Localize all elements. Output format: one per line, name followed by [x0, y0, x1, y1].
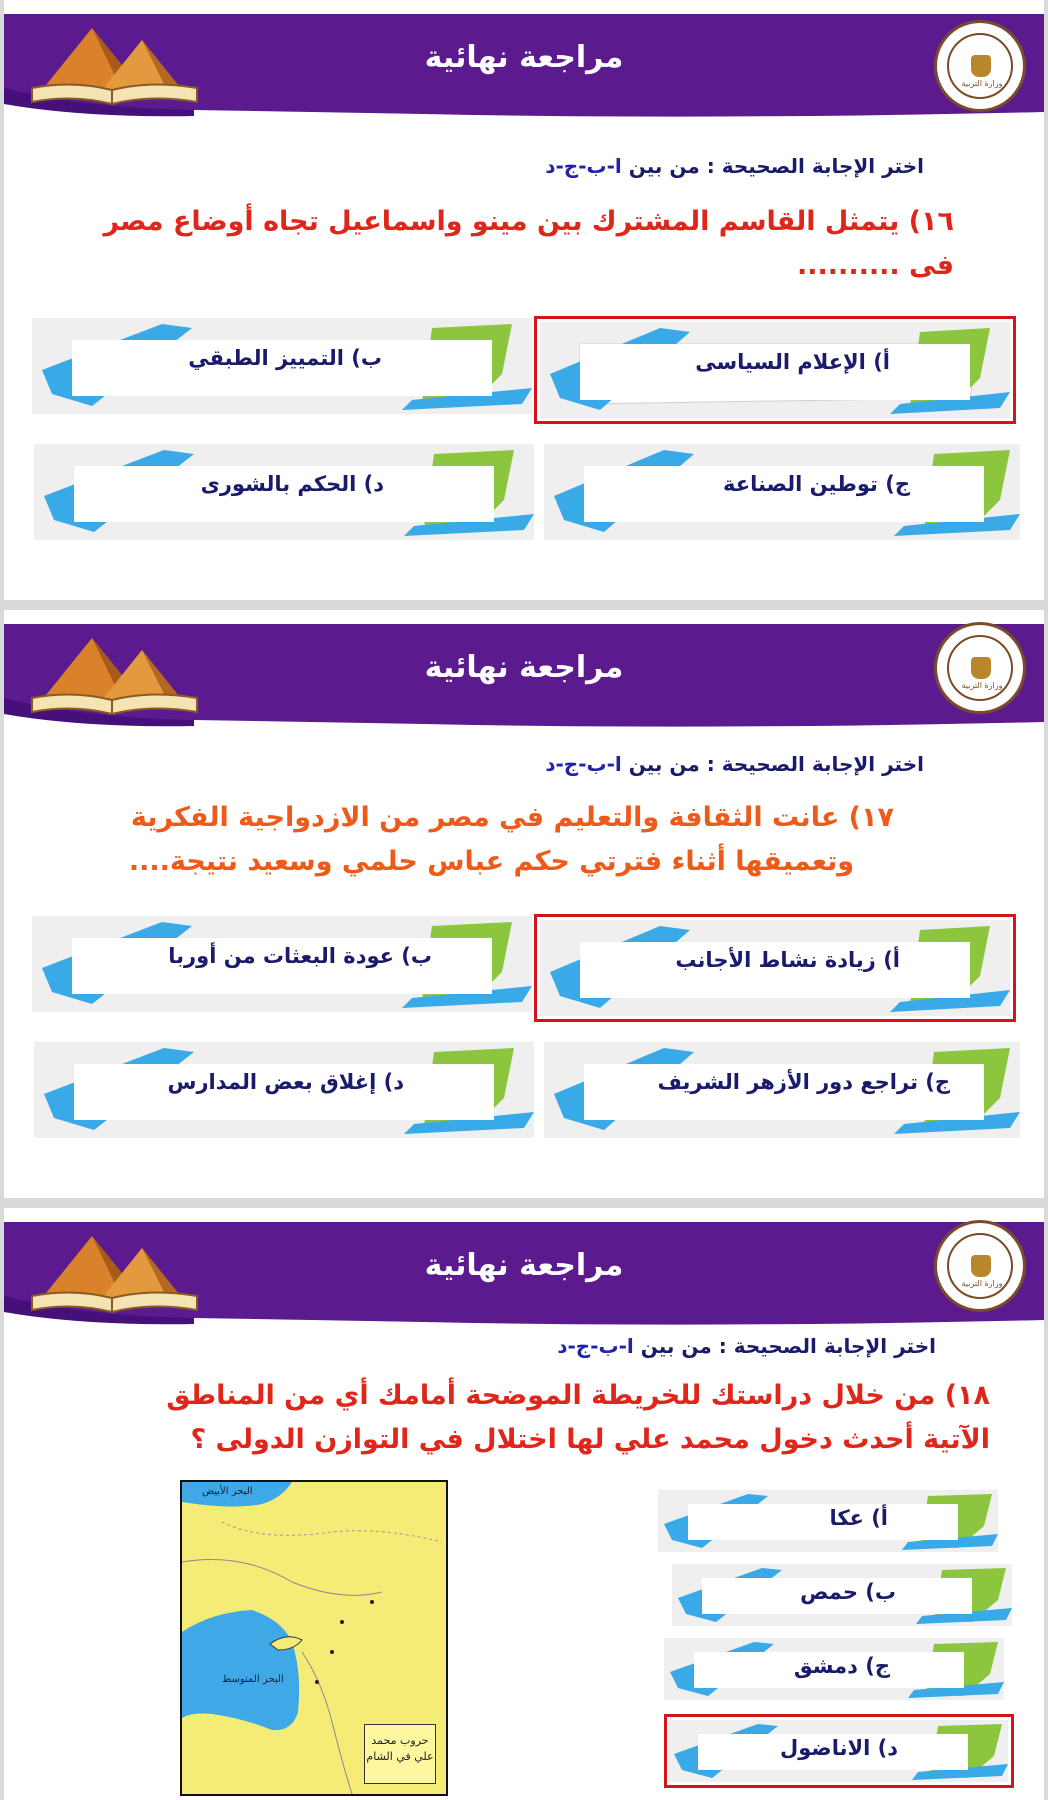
option-ribbon [540, 920, 1010, 1016]
option-c[interactable] [544, 1042, 1020, 1138]
option-label: ج) دمشق [793, 1654, 890, 1678]
option-c[interactable] [664, 1638, 1004, 1700]
slide-title: مراجعة نهائية [424, 40, 624, 75]
question-text: ١٨) من خلال دراستك للخريطة الموضحة أمامك أي من المناطق الآتية أحدث دخول محمد علي لها اختلال في التوازن الدولى ؟ [166, 1380, 990, 1455]
option-label: ج) توطين الصناعة [723, 472, 910, 496]
option-d[interactable] [34, 444, 534, 540]
ministry-logo-icon: وزارة التربية [934, 20, 1026, 112]
slide-17 [4, 610, 1044, 1198]
sea-label: البحر المتوسط [222, 1674, 284, 1685]
option-ribbon [668, 1720, 1008, 1782]
instruction: اختر الإجابة الصحيحة : من بين ا-ب-ج-د [557, 1334, 936, 1358]
option-label: ب) التمييز الطبقي [188, 346, 382, 370]
option-b[interactable] [32, 916, 532, 1012]
option-label: ب) عودة البعثات من أوربا [168, 944, 432, 968]
slide-18 [4, 1208, 1044, 1800]
option-label: د) إغلاق بعض المدارس [167, 1070, 404, 1094]
option-label: أ) الإعلام السياسى [695, 350, 890, 374]
map-image [180, 1480, 448, 1796]
option-label: د) الاناضول [780, 1736, 898, 1760]
option-label: أ) عكا [829, 1506, 888, 1530]
option-d[interactable] [668, 1720, 1008, 1782]
question-text: ١٦) يتمثل القاسم المشترك بين مينو واسماعيل تجاه أوضاع مصر فى .......... [103, 206, 954, 281]
ministry-logo-icon: وزارة التربية [934, 1220, 1026, 1312]
ministry-logo-icon: وزارة التربية [934, 622, 1026, 714]
option-a[interactable] [540, 322, 1010, 418]
map-caption: حروب محمد علي في الشام [364, 1724, 436, 1784]
slide-title: مراجعة نهائية [424, 1248, 624, 1283]
slide-title: مراجعة نهائية [424, 650, 624, 685]
option-d[interactable] [34, 1042, 534, 1138]
option-a[interactable] [658, 1490, 998, 1552]
slide-16 [4, 0, 1044, 600]
option-ribbon [540, 322, 1010, 418]
option-b[interactable] [32, 318, 532, 414]
question-text: ١٧) عانت الثقافة والتعليم في مصر من الازدواجية الفكرية وتعميقها أثناء فترتي حكم عباس حلمي وسعيد نتيجة.... [128, 802, 894, 877]
instruction: اختر الإجابة الصحيحة : من بين ا-ب-ج-د [545, 154, 924, 178]
option-label: أ) زيادة نشاط الأجانب [675, 948, 900, 972]
option-ribbon [658, 1490, 998, 1552]
instruction: اختر الإجابة الصحيحة : من بين ا-ب-ج-د [545, 752, 924, 776]
option-a[interactable] [540, 920, 1010, 1016]
sea-label-north: البحر الأبيض [202, 1486, 253, 1497]
option-b[interactable] [672, 1564, 1012, 1626]
option-c[interactable] [544, 444, 1020, 540]
option-label: ج) تراجع دور الأزهر الشريف [657, 1070, 950, 1094]
option-label: ب) حمص [800, 1580, 896, 1604]
option-label: د) الحكم بالشورى [200, 472, 384, 496]
